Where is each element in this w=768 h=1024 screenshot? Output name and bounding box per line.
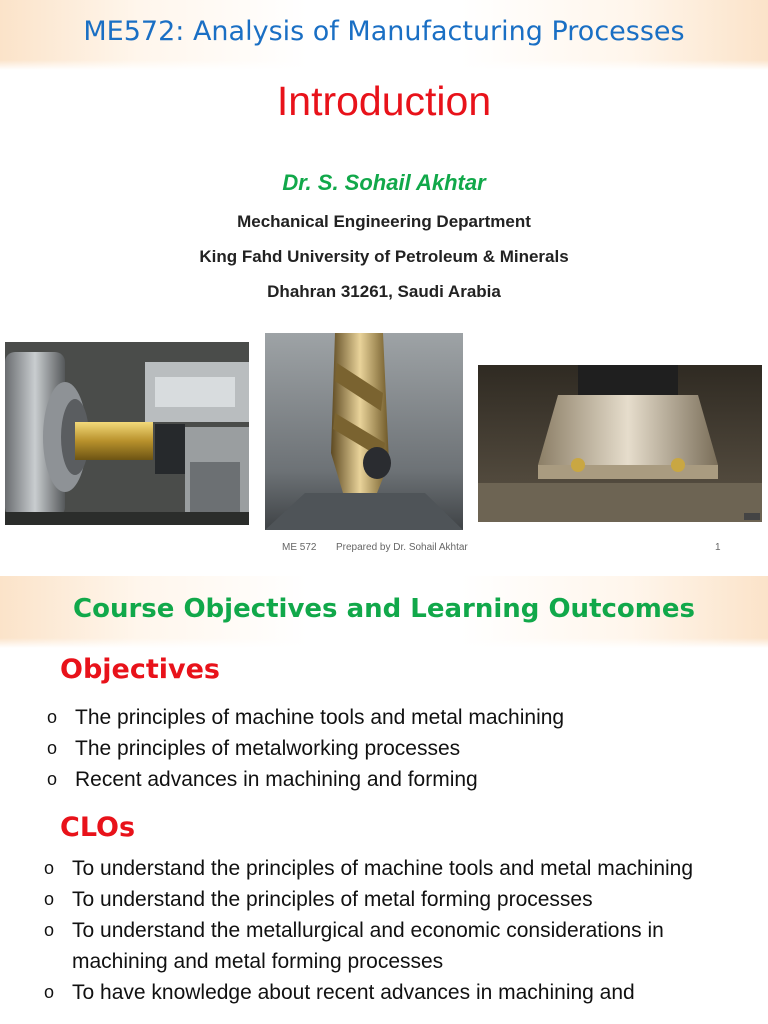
list-item: o The principles of metalworking processes bbox=[47, 733, 747, 764]
list-item: o The principles of machine tools and metal machining bbox=[47, 702, 747, 733]
objectives-heading: Objectives bbox=[60, 654, 220, 685]
slide-separator bbox=[0, 566, 768, 576]
slide-2-title: Course Objectives and Learning Outcomes bbox=[73, 594, 695, 624]
bullet-marker: o bbox=[44, 858, 55, 878]
bullet-marker: o bbox=[47, 738, 58, 758]
list-item: o Recent advances in machining and forming bbox=[47, 764, 747, 795]
department: Mechanical Engineering Department bbox=[237, 212, 531, 231]
list-item: o To understand the metallurgical and economic considerations in machining and metal forming processes bbox=[44, 915, 744, 977]
list-item: o To understand the principles of machine tools and metal machining bbox=[44, 853, 744, 884]
footer-course: ME 572 bbox=[282, 542, 317, 553]
author-name: Dr. S. Sohail Akhtar bbox=[282, 170, 486, 195]
bullet-marker: o bbox=[47, 769, 58, 789]
slide-title: Introduction bbox=[276, 78, 492, 124]
address: Dhahran 31261, Saudi Arabia bbox=[267, 282, 501, 301]
clos-list bbox=[44, 853, 744, 1008]
footer-prepared-by: Prepared by Dr. Sohail Akhtar bbox=[336, 542, 468, 553]
course-title: ME572: Analysis of Manufacturing Processes bbox=[83, 16, 685, 47]
page-number: 1 bbox=[715, 542, 721, 553]
clos-heading: CLOs bbox=[60, 812, 136, 843]
objectives-list bbox=[47, 702, 747, 795]
university: King Fahd University of Petroleum & Minerals bbox=[199, 247, 569, 266]
bullet-marker: o bbox=[44, 889, 55, 909]
milling-cutter-photo bbox=[478, 365, 762, 522]
lathe-turning-photo bbox=[5, 342, 249, 525]
list-item: o To understand the principles of metal forming processes bbox=[44, 884, 744, 915]
list-item: o To have knowledge about recent advances in machining and bbox=[44, 977, 744, 1008]
bullet-marker: o bbox=[47, 707, 58, 727]
drill-photo bbox=[265, 333, 463, 530]
bullet-marker: o bbox=[44, 982, 55, 1002]
bullet-marker: o bbox=[44, 920, 55, 940]
